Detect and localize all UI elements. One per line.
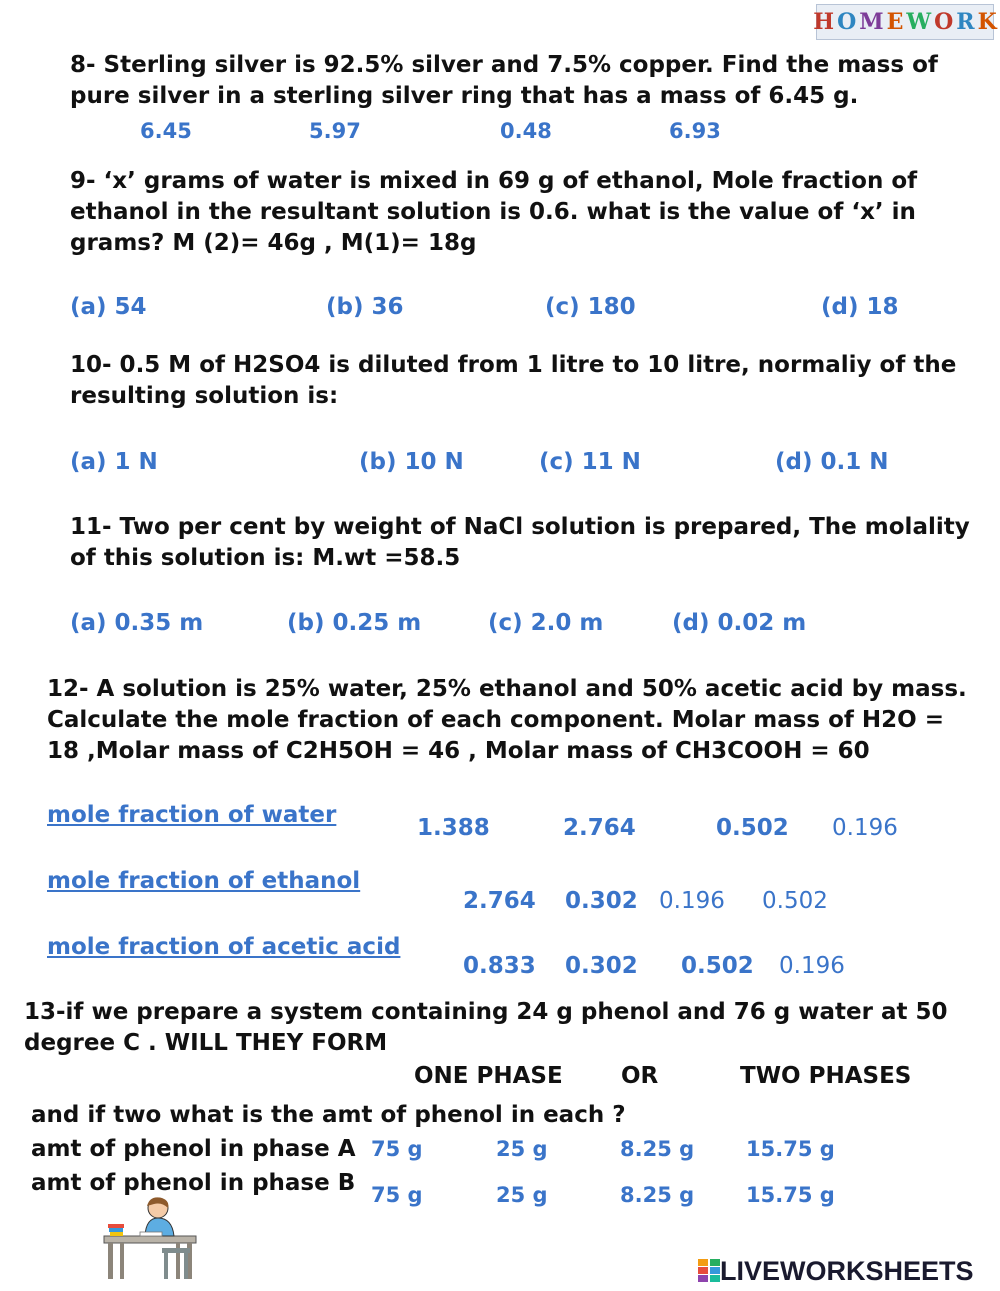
q12-water-option[interactable]: 2.764 bbox=[563, 815, 636, 841]
question-8-text: 8- Sterling silver is 92.5% silver and 7.5% copper. Find the mass of pure silver in a sterling silver ring that has a mass of 6.45 g. bbox=[70, 52, 938, 109]
q9-option-b[interactable]: (b) 36 bbox=[326, 294, 404, 320]
question-10-text: 10- 0.5 M of H2SO4 is diluted from 1 litre to 10 litre, normaliy of the resulting solution is: bbox=[70, 352, 957, 409]
q11-option-d[interactable]: (d) 0.02 m bbox=[672, 610, 807, 636]
question-12-text: 12- A solution is 25% water, 25% ethanol and 50% acetic acid by mass. Calculate the mole fraction of each component. Molar mass of H2O = 18 ,Molar mass of C2H5OH = 46 , Molar mass of CH3COOH = 60 bbox=[47, 676, 967, 764]
q11-option-a[interactable]: (a) 0.35 m bbox=[70, 610, 204, 636]
phase-b-option[interactable]: 15.75 g bbox=[746, 1183, 835, 1207]
liveworksheets-brand: LIVEWORKSHEETS bbox=[720, 1255, 974, 1286]
phase-a-option[interactable]: 75 g bbox=[371, 1137, 423, 1161]
liveworksheets-icon bbox=[698, 1259, 720, 1283]
q8-option[interactable]: 0.48 bbox=[500, 119, 552, 143]
phase-b-option[interactable]: 75 g bbox=[371, 1183, 423, 1207]
q12-acetic-option[interactable]: 0.302 bbox=[565, 953, 638, 979]
q10-option-d[interactable]: (d) 0.1 N bbox=[775, 449, 889, 475]
q12-ethanol-option[interactable]: 0.502 bbox=[762, 888, 828, 914]
q11-option-b[interactable]: (b) 0.25 m bbox=[287, 610, 422, 636]
phase-b-option[interactable]: 8.25 g bbox=[620, 1183, 695, 1207]
q12-water-option[interactable]: 0.502 bbox=[716, 815, 789, 841]
two-phases-choice[interactable]: TWO PHASES bbox=[740, 1063, 912, 1089]
q8-option[interactable]: 5.97 bbox=[309, 119, 361, 143]
student-desk-illustration bbox=[100, 1196, 200, 1282]
phase-a-label: amt of phenol in phase A bbox=[31, 1136, 356, 1162]
mole-fraction-acetic-acid-label: mole fraction of acetic acid bbox=[47, 934, 401, 960]
q12-water-option[interactable]: 0.196 bbox=[832, 815, 898, 841]
phase-a-option[interactable]: 8.25 g bbox=[620, 1137, 695, 1161]
question-11-text: 11- Two per cent by weight of NaCl solution is prepared, The molality of this solution is: M.wt =58.5 bbox=[70, 514, 970, 571]
q8-option[interactable]: 6.93 bbox=[669, 119, 721, 143]
phase-b-option[interactable]: 25 g bbox=[496, 1183, 548, 1207]
q9-option-d[interactable]: (d) 18 bbox=[821, 294, 899, 320]
q12-acetic-option[interactable]: 0.833 bbox=[463, 953, 536, 979]
question-13-text: 13-if we prepare a system containing 24 g phenol and 76 g water at 50 degree C . WILL THEY FORM bbox=[24, 999, 948, 1056]
q11-option-c[interactable]: (c) 2.0 m bbox=[488, 610, 604, 636]
phase-b-label: amt of phenol in phase B bbox=[31, 1170, 356, 1196]
homework-logo: H O M E W O R K bbox=[816, 4, 994, 40]
q9-option-a[interactable]: (a) 54 bbox=[70, 294, 147, 320]
q10-option-b[interactable]: (b) 10 N bbox=[359, 449, 464, 475]
phase-a-option[interactable]: 25 g bbox=[496, 1137, 548, 1161]
or-label: OR bbox=[621, 1063, 659, 1089]
q12-acetic-option[interactable]: 0.502 bbox=[681, 953, 754, 979]
q12-water-option[interactable]: 1.388 bbox=[417, 815, 490, 841]
q12-ethanol-option[interactable]: 0.302 bbox=[565, 888, 638, 914]
q10-option-a[interactable]: (a) 1 N bbox=[70, 449, 158, 475]
q12-acetic-option[interactable]: 0.196 bbox=[779, 953, 845, 979]
phase-a-option[interactable]: 15.75 g bbox=[746, 1137, 835, 1161]
liveworksheets-logo bbox=[698, 1256, 974, 1286]
one-phase-choice[interactable]: ONE PHASE bbox=[414, 1063, 563, 1089]
q10-option-c[interactable]: (c) 11 N bbox=[539, 449, 641, 475]
mole-fraction-water-label: mole fraction of water bbox=[47, 802, 337, 828]
q8-option[interactable]: 6.45 bbox=[140, 119, 192, 143]
q12-ethanol-option[interactable]: 2.764 bbox=[463, 888, 536, 914]
question-9-text: 9- ‘x’ grams of water is mixed in 69 g of ethanol, Mole fraction of ethanol in the resultant solution is 0.6. what is the value of ‘x’ in grams? M (2)= 46g , M(1)= 18g bbox=[70, 168, 918, 256]
q12-ethanol-option[interactable]: 0.196 bbox=[659, 888, 725, 914]
mole-fraction-ethanol-label: mole fraction of ethanol bbox=[47, 868, 361, 894]
q13-followup: and if two what is the amt of phenol in each ? bbox=[31, 1102, 626, 1128]
q9-option-c[interactable]: (c) 180 bbox=[545, 294, 636, 320]
